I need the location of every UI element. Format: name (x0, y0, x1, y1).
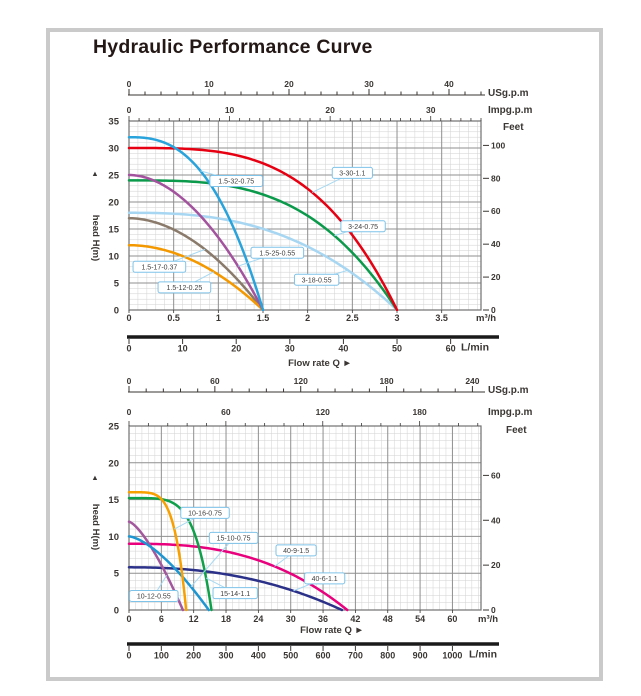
svg-text:30: 30 (108, 143, 119, 155)
svg-text:head H(m): head H(m) (90, 503, 101, 551)
svg-text:60: 60 (221, 407, 231, 417)
svg-text:36: 36 (318, 614, 329, 624)
svg-text:24: 24 (253, 614, 264, 624)
svg-text:120: 120 (315, 407, 330, 417)
svg-text:180: 180 (379, 376, 394, 386)
svg-text:0: 0 (126, 105, 132, 115)
svg-text:10: 10 (177, 343, 188, 354)
svg-text:Feet: Feet (503, 122, 524, 133)
svg-text:10: 10 (108, 251, 119, 263)
svg-text:m³/h: m³/h (476, 313, 497, 324)
svg-text:300: 300 (218, 650, 234, 661)
svg-text:USg.p.m: USg.p.m (488, 88, 529, 99)
svg-text:m³/h: m³/h (478, 614, 499, 625)
svg-text:800: 800 (380, 650, 396, 661)
svg-text:42: 42 (350, 614, 361, 624)
series-label-3-18-0.55 (294, 274, 338, 285)
m3h-axis (126, 610, 498, 625)
svg-text:5: 5 (113, 568, 119, 580)
svg-text:L/min: L/min (461, 341, 489, 354)
svg-text:10-16-0.75: 10-16-0.75 (188, 510, 222, 518)
series-label-3-24-0.75 (341, 221, 385, 232)
feet-scale (483, 122, 524, 315)
svg-text:0: 0 (126, 614, 132, 624)
svg-text:0: 0 (113, 605, 119, 617)
svg-text:USg.p.m: USg.p.m (488, 385, 529, 396)
series-label-1.5-32-0.75 (210, 175, 263, 186)
svg-text:20: 20 (491, 272, 501, 283)
svg-text:25: 25 (108, 170, 119, 182)
svg-text:1.5-12-0.25: 1.5-12-0.25 (166, 285, 203, 293)
svg-text:120: 120 (293, 376, 308, 386)
svg-text:1000: 1000 (442, 650, 463, 661)
svg-text:60: 60 (491, 470, 501, 481)
svg-text:600: 600 (315, 650, 331, 661)
svg-text:40: 40 (444, 79, 454, 89)
series-label-40-9-1.5 (276, 545, 316, 556)
svg-text:60: 60 (210, 376, 220, 386)
svg-text:20: 20 (284, 79, 294, 89)
svg-text:▲: ▲ (91, 169, 99, 178)
feet-scale (483, 425, 527, 615)
series-label-15-14-1.1 (213, 588, 257, 599)
svg-text:25: 25 (108, 421, 119, 433)
m3h-axis (126, 310, 496, 324)
svg-text:10: 10 (224, 105, 235, 115)
svg-text:0: 0 (491, 605, 496, 615)
svg-text:10-12-0.55: 10-12-0.55 (136, 593, 171, 601)
svg-text:100: 100 (491, 140, 506, 151)
svg-text:12: 12 (188, 614, 199, 624)
series-label-3-30-1.1 (332, 167, 372, 178)
svg-text:0: 0 (126, 343, 132, 354)
svg-text:700: 700 (347, 650, 363, 661)
impgpm-scale (127, 105, 533, 121)
svg-text:L/min: L/min (469, 648, 497, 661)
svg-text:0.5: 0.5 (167, 313, 180, 323)
svg-text:30: 30 (285, 614, 296, 624)
svg-text:240: 240 (465, 376, 480, 386)
usgpm-scale (127, 376, 529, 396)
series-label-40-6-1.1 (305, 573, 345, 584)
impgpm-scale (127, 407, 533, 426)
svg-text:10: 10 (204, 79, 214, 89)
svg-text:15-10-0.75: 15-10-0.75 (216, 535, 251, 543)
svg-text:▲: ▲ (91, 473, 99, 482)
svg-text:1.5-25-0.55: 1.5-25-0.55 (259, 250, 296, 258)
svg-text:3-24-0.75: 3-24-0.75 (348, 224, 379, 231)
svg-text:0: 0 (126, 407, 132, 417)
svg-text:0: 0 (126, 650, 132, 661)
svg-text:54: 54 (415, 614, 426, 624)
svg-text:Flow rate Q ►: Flow rate Q ► (300, 625, 364, 636)
svg-text:3: 3 (394, 313, 400, 323)
svg-text:0: 0 (491, 305, 496, 315)
svg-text:40: 40 (491, 239, 501, 250)
svg-text:Feet: Feet (506, 425, 527, 436)
svg-text:15: 15 (108, 495, 119, 507)
svg-text:15: 15 (108, 224, 119, 236)
svg-text:3.5: 3.5 (435, 313, 448, 323)
lmin-scale (126, 644, 499, 661)
chart-bottom (90, 376, 533, 661)
svg-text:40-6-1.1: 40-6-1.1 (311, 576, 338, 584)
svg-text:18: 18 (221, 614, 232, 624)
svg-text:20: 20 (325, 105, 335, 115)
svg-text:40-9-1.5: 40-9-1.5 (283, 548, 310, 556)
svg-text:60: 60 (447, 614, 458, 624)
chart-top (90, 79, 533, 369)
svg-text:10: 10 (108, 531, 119, 543)
svg-text:1.5-32-0.75: 1.5-32-0.75 (218, 178, 255, 186)
svg-text:80: 80 (491, 173, 501, 184)
page-title: Hydraulic Performance Curve (93, 36, 373, 58)
svg-text:900: 900 (412, 650, 428, 661)
svg-text:2: 2 (305, 313, 311, 323)
svg-text:35: 35 (108, 116, 119, 128)
svg-text:30: 30 (364, 79, 374, 89)
svg-text:40: 40 (338, 343, 349, 354)
svg-text:500: 500 (283, 650, 299, 661)
svg-text:3-30-1.1: 3-30-1.1 (339, 170, 366, 178)
svg-text:head H(m): head H(m) (90, 214, 101, 262)
svg-text:Flow rate Q ►: Flow rate Q ► (288, 358, 352, 369)
svg-text:2.5: 2.5 (346, 313, 359, 323)
head-axis (90, 117, 120, 317)
series-label-15-10-0.75 (209, 532, 258, 543)
svg-text:3-18-0.55: 3-18-0.55 (301, 277, 332, 285)
lmin-scale (126, 337, 499, 354)
svg-text:0: 0 (126, 376, 132, 386)
head-axis (90, 422, 120, 617)
svg-text:15-14-1.1: 15-14-1.1 (220, 590, 251, 598)
series-label-1.5-12-0.25 (158, 282, 211, 293)
series-label-10-12-0.55 (130, 591, 179, 602)
svg-text:1: 1 (215, 313, 221, 323)
series-labels (133, 167, 385, 292)
svg-text:100: 100 (153, 650, 169, 661)
svg-text:40: 40 (491, 515, 501, 526)
svg-text:200: 200 (186, 650, 202, 661)
svg-text:0: 0 (126, 79, 132, 89)
svg-text:1.5: 1.5 (256, 313, 270, 323)
svg-text:Impg.p.m: Impg.p.m (488, 407, 533, 418)
svg-text:6: 6 (158, 614, 164, 624)
svg-text:0: 0 (113, 305, 119, 317)
svg-text:20: 20 (231, 343, 242, 354)
svg-text:Impg.p.m: Impg.p.m (488, 105, 533, 116)
usgpm-scale (127, 79, 529, 99)
svg-text:0: 0 (126, 313, 132, 323)
svg-text:20: 20 (108, 458, 119, 470)
svg-text:60: 60 (491, 206, 501, 217)
svg-text:30: 30 (425, 105, 436, 115)
svg-text:400: 400 (250, 650, 266, 661)
svg-text:48: 48 (382, 614, 393, 624)
svg-text:60: 60 (445, 343, 456, 354)
svg-text:20: 20 (491, 560, 501, 571)
series-label-10-16-0.75 (181, 507, 230, 518)
series-label-1.5-17-0.37 (133, 261, 186, 272)
svg-text:180: 180 (412, 407, 427, 417)
svg-text:50: 50 (392, 343, 403, 354)
svg-text:5: 5 (113, 278, 119, 290)
series-label-1.5-25-0.55 (251, 247, 304, 258)
svg-text:20: 20 (108, 197, 119, 209)
svg-text:1.5-17-0.37: 1.5-17-0.37 (141, 264, 178, 272)
svg-text:30: 30 (284, 343, 295, 354)
